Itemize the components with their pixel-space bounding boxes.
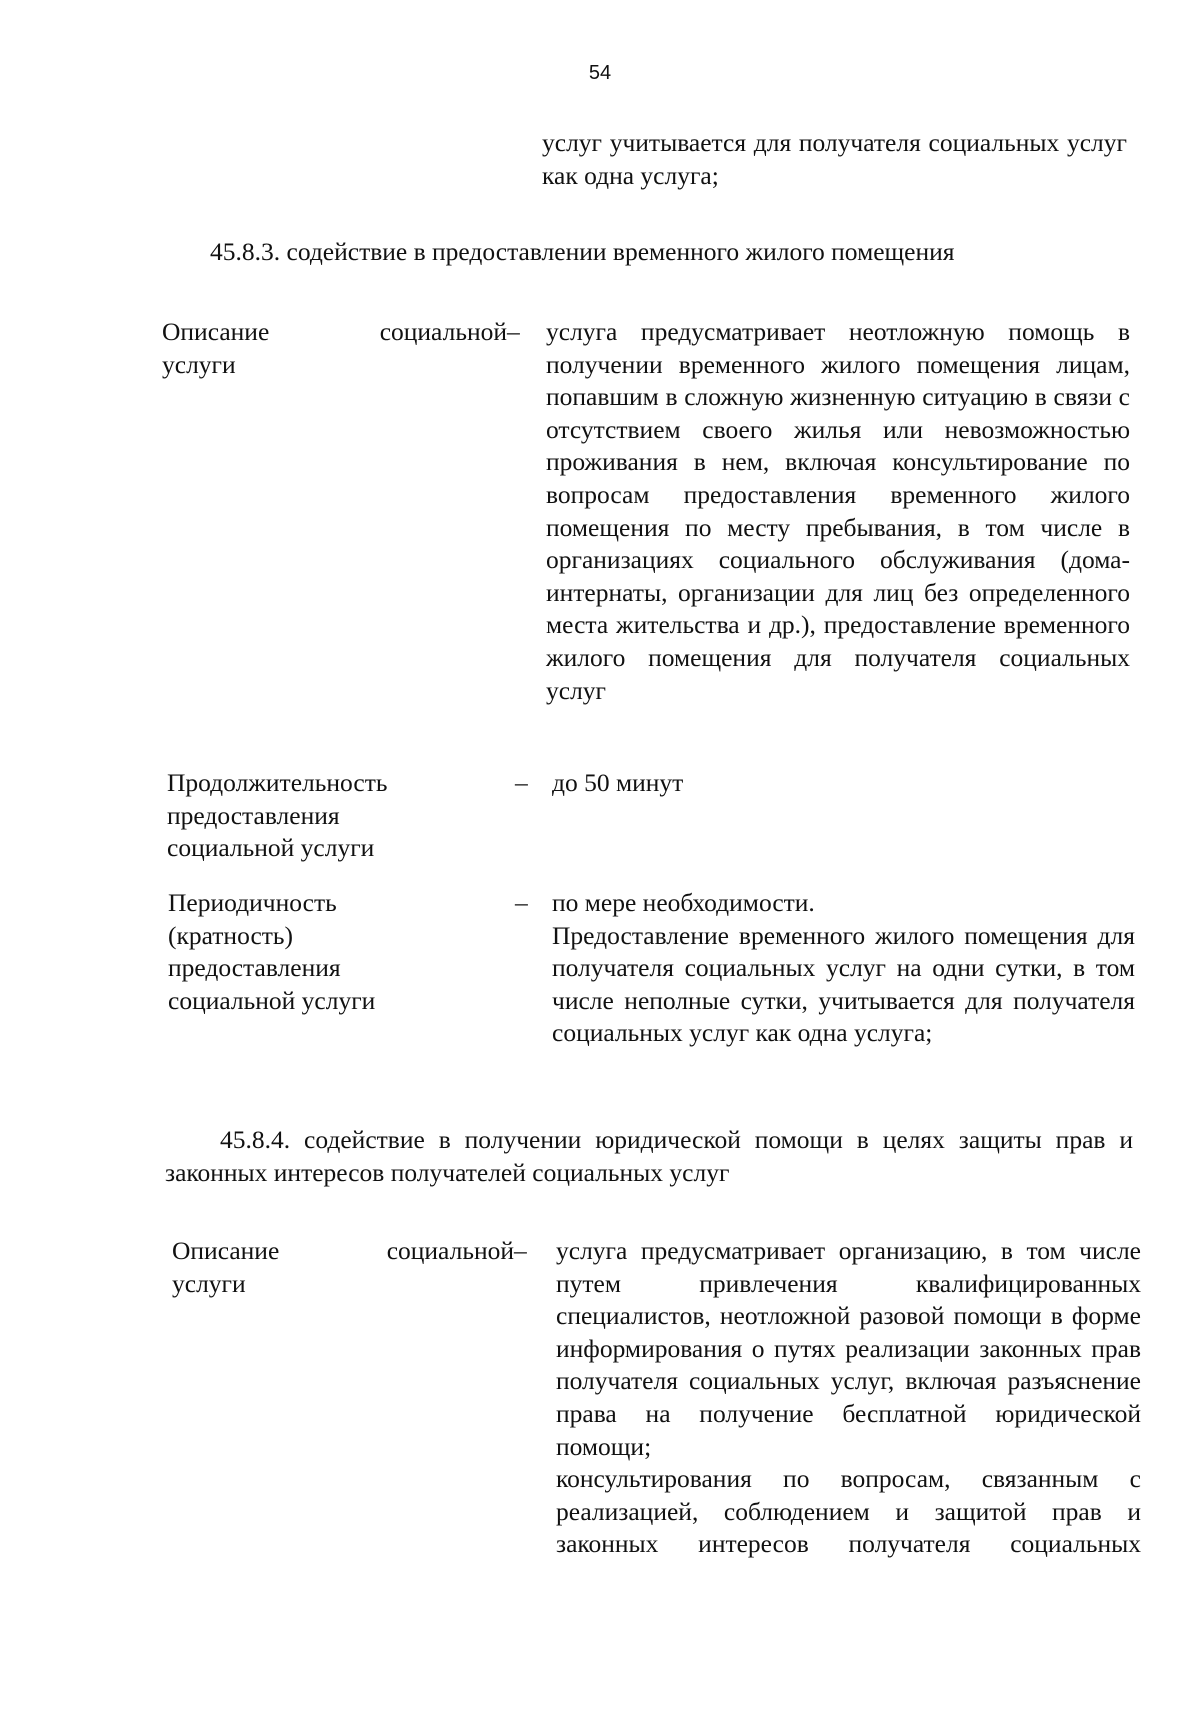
description-dash: – — [514, 1236, 527, 1265]
frequency-label: Периодичность (кратность) предоставления социальной услуги — [168, 888, 376, 1015]
page-number: 54 — [588, 62, 612, 84]
description-text-45-8-4 — [556, 1235, 1141, 1561]
section-heading-45-8-4: 45.8.4. содействие в получении юридической помощи в целях защиты прав и законных интересов получателей социальных услуг — [165, 1125, 1133, 1187]
section-heading-45-8-3: 45.8.3. содействие в предоставлении временного жилого помещения — [210, 237, 955, 266]
description-paragraph: услуга предусматривает неотложную помощь в получении временного жилого помещения лицам, попавшим в сложную жизненную ситуацию в связи с отсутствием своего жилья или невозможностью проживания в нем, включая консультирование по вопросам предоставления временного жилого помещения по месту пребывания, в том числе в организациях социального обслуживания (дома-интернаты, организации для лиц без определенного места жительства и др.), предоставление временного жилого помещения для получателя социальных услуг — [546, 317, 1130, 705]
description-label-word: услуги — [172, 1268, 246, 1298]
description-dash: – — [507, 317, 520, 346]
description-paragraph: консультирования по вопросам, связанным с реализацией, соблюдением и защитой прав и законных интересов получателя социальных — [556, 1464, 1141, 1559]
description-text-45-8-3 — [546, 316, 1130, 707]
description-label-word: Описание — [172, 1236, 280, 1265]
description-label-word: социальной — [379, 317, 507, 346]
frequency-paragraph: по мере необходимости. — [552, 888, 815, 917]
duration-label: Продолжительность предоставления социальной услуги — [167, 768, 388, 863]
duration-text: до 50 минут — [552, 768, 684, 797]
duration-dash: – — [515, 768, 528, 797]
frequency-text — [552, 887, 1135, 1050]
frequency-dash: – — [515, 888, 528, 917]
description-label-45-8-3 — [162, 316, 507, 381]
description-label-word: Описание — [162, 317, 270, 346]
description-paragraph: услуга предусматривает организацию, в том числе путем привлечения квалифицированных специалистов, неотложной разовой помощи в форме информирования о путях реализации законных прав получателя социальных услуг, включая разъяснение права на получение бесплатной юридической помощи; — [556, 1236, 1141, 1461]
intro-continuation: услуг учитывается для получателя социальных услуг как одна услуга; — [542, 128, 1127, 190]
description-label-45-8-4 — [172, 1235, 514, 1300]
description-label-word: услуги — [162, 349, 236, 379]
frequency-paragraph: Предоставление временного жилого помещения для получателя социальных услуг на одни сутки, в том числе неполные сутки, учитывается для получателя социальных услуг как одна услуга; — [552, 920, 1135, 1048]
description-label-word: социальной — [386, 1236, 514, 1265]
